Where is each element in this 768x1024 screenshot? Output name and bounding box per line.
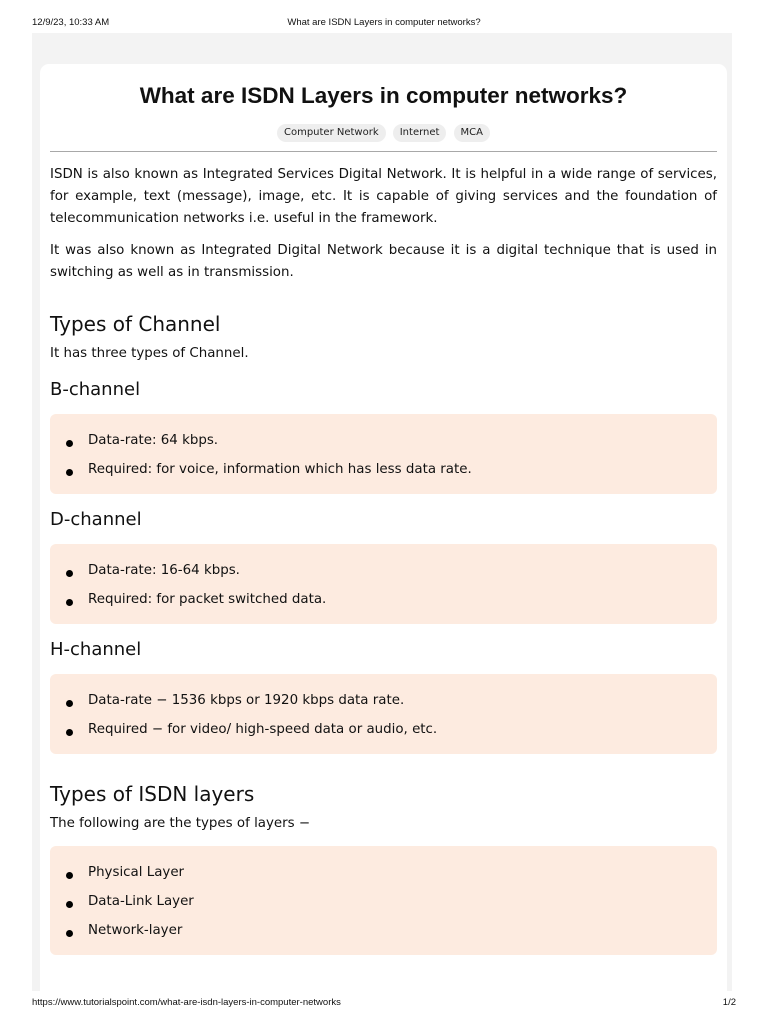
page-background	[32, 33, 732, 991]
heading-types-of-isdn-layers: Types of ISDN layers	[50, 782, 255, 806]
article-card	[40, 64, 727, 991]
print-footer	[32, 997, 736, 1009]
list-item: Required: for packet switched data.	[50, 585, 717, 614]
tag-list	[50, 120, 717, 140]
heading-d-channel: D-channel	[50, 509, 142, 530]
list-item: Data-rate: 16-64 kbps.	[50, 556, 717, 585]
heading-h-channel: H-channel	[50, 639, 142, 660]
heading-types-of-channel: Types of Channel	[50, 312, 221, 336]
intro-paragraph-2: It was also known as Integrated Digital Network because it is a digital technique that is used in switching as well as in transmission.	[50, 243, 717, 280]
b-channel-box	[50, 414, 717, 494]
tag-internet[interactable]: Internet	[393, 124, 447, 142]
title-divider	[50, 151, 717, 152]
list-item: Data-rate: 64 kbps.	[50, 426, 717, 455]
list-item: Required: for voice, information which has less data rate.	[50, 455, 717, 484]
intro-paragraph-1: ISDN is also known as Integrated Services Digital Network. It is helpful in a wide range of services, for example, text (message), image, etc. It is capable of giving services and the foundation of telecommunication networks i.e. useful in the framework.	[50, 167, 717, 226]
print-page-title: What are ISDN Layers in computer networks?	[287, 17, 481, 28]
print-page-number: 1/2	[722, 997, 736, 1008]
list-item: Data-rate − 1536 kbps or 1920 kbps data rate.	[50, 686, 717, 715]
heading-b-channel: B-channel	[50, 379, 141, 400]
h-channel-box	[50, 674, 717, 754]
print-header	[32, 17, 736, 29]
tag-computer-network[interactable]: Computer Network	[277, 124, 386, 142]
list-item: Data-Link Layer	[50, 887, 717, 916]
d-channel-box	[50, 544, 717, 624]
list-item: Network-layer	[50, 916, 717, 945]
list-item: Required − for video/ high-speed data or audio, etc.	[50, 715, 717, 744]
tag-mca[interactable]: MCA	[454, 124, 490, 142]
print-url: https://www.tutorialspoint.com/what-are-isdn-layers-in-computer-networks	[32, 997, 341, 1008]
layers-lead-text: The following are the types of layers −	[50, 816, 311, 831]
list-item: Physical Layer	[50, 858, 717, 887]
article-title: What are ISDN Layers in computer networks?	[139, 83, 628, 108]
print-datetime: 12/9/23, 10:33 AM	[32, 17, 110, 28]
channels-lead-text: It has three types of Channel.	[50, 346, 249, 361]
isdn-layers-box	[50, 846, 717, 955]
